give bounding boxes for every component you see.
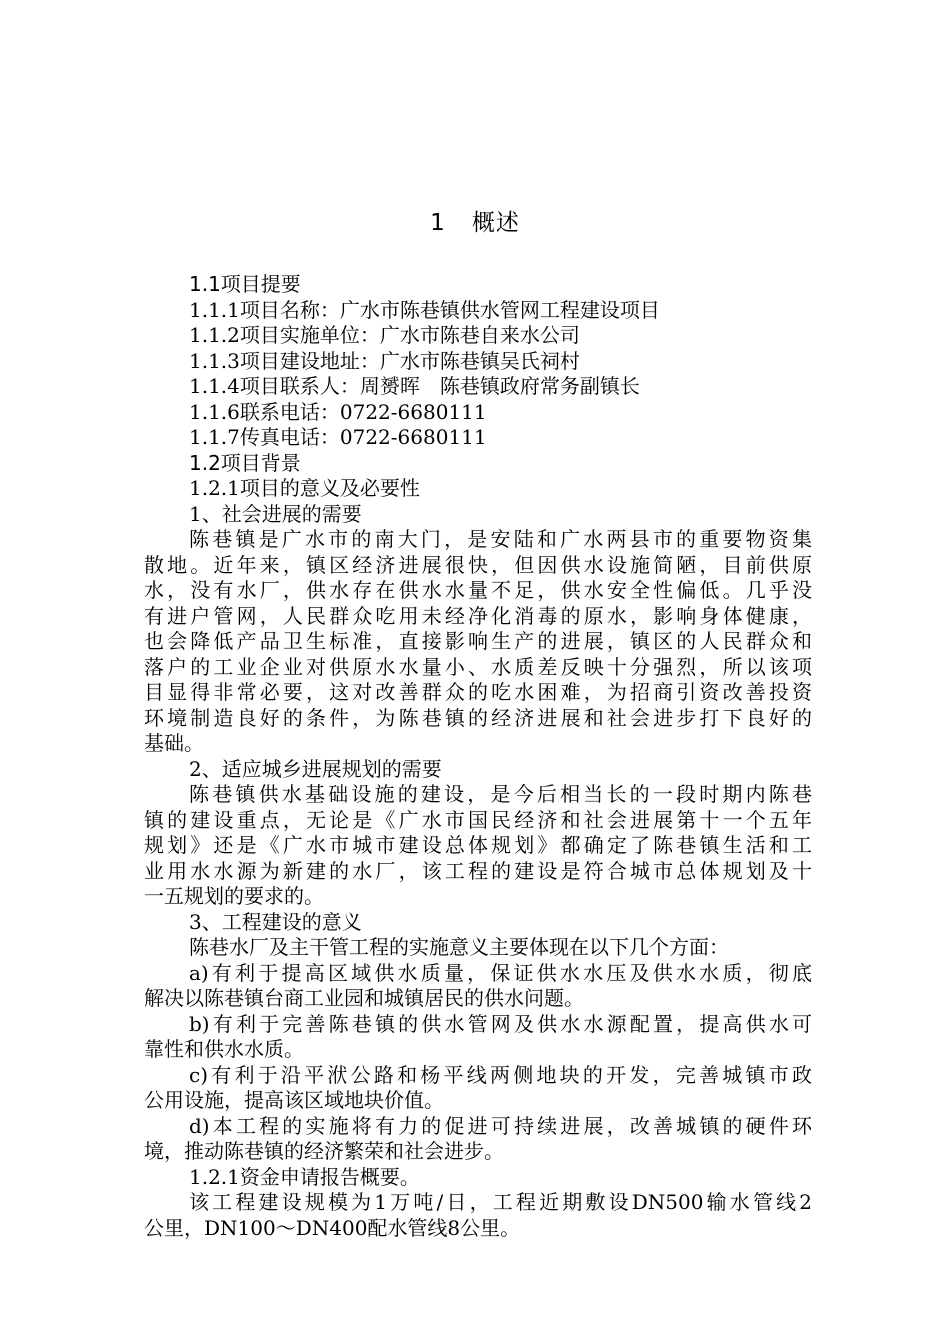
text-line: 一五规划的要求的。 xyxy=(144,884,324,908)
text-line: 规划》还是《广水市城市建设总体规划》都确定了陈巷镇生活和工 xyxy=(144,833,812,857)
text-line: 该工程建设规模为1万吨/日，工程近期敷设DN500输水管线2 xyxy=(189,1190,812,1214)
text-line: 1.2.1项目的意义及必要性 xyxy=(189,476,420,500)
text-line: 水，没有水厂，供水存在供水水量不足，供水安全性偏低。几乎没 xyxy=(144,578,812,602)
text-line: 解决以陈巷镇台商工业园和城镇居民的供水问题。 xyxy=(144,986,584,1010)
text-line: 陈巷镇是广水市的南大门，是安陆和广水两县市的重要物资集 xyxy=(189,527,812,551)
text-line: 1.2.1资金申请报告概要。 xyxy=(189,1164,420,1189)
text-line: 基础。 xyxy=(144,731,204,755)
chapter-number: 1 xyxy=(430,210,446,236)
body-text xyxy=(144,272,812,1241)
text-line: 3、工程建设的意义 xyxy=(189,909,362,934)
text-line: c)有利于沿平洑公路和杨平线两侧地块的开发，完善城镇市政 xyxy=(189,1062,812,1087)
text-line: b)有利于完善陈巷镇的供水管网及供水水源配置，提高供水可 xyxy=(189,1011,812,1036)
text-line: 镇的建设重点，无论是《广水市国民经济和社会进展第十一个五年 xyxy=(144,807,812,832)
text-line: d)本工程的实施将有力的促进可持续进展，改善城镇的硬件环 xyxy=(189,1113,812,1138)
text-line: 公里，DN100～DN400配水管线8公里。 xyxy=(144,1215,521,1240)
text-line: 2、适应城乡进展规划的需要 xyxy=(189,756,442,781)
text-line: 陈巷水厂及主干管工程的实施意义主要体现在以下几个方面： xyxy=(189,935,729,959)
chapter-heading: 概述 xyxy=(471,210,520,236)
text-line: 1.1.6联系电话：0722-6680111 xyxy=(189,399,487,424)
text-line: 1、社会进展的需要 xyxy=(189,501,362,526)
section-heading: 1.2项目背景 xyxy=(189,450,301,475)
text-line: 1.1.3项目建设地址：广水市陈巷镇吴氏祠村 xyxy=(189,348,580,373)
text-line: 也会降低产品卫生标准，直接影响生产的进展，镇区的人民群众和 xyxy=(144,629,812,653)
text-line: 公用设施，提高该区域地块价值。 xyxy=(144,1088,444,1112)
text-line: 有进户管网，人民群众吃用未经净化消毒的原水，影响身体健康， xyxy=(144,603,812,628)
text-line: 1.1.1项目名称：广水市陈巷镇供水管网工程建设项目 xyxy=(189,297,660,322)
text-line: 落户的工业企业对供原水水量小、水质差反映十分强烈，所以该项 xyxy=(144,654,812,679)
chapter-title xyxy=(0,206,950,240)
text-line: 1.1.2项目实施单位：广水市陈巷自来水公司 xyxy=(189,323,580,347)
text-line: 1.1.7传真电话：0722-6680111 xyxy=(189,425,487,449)
text-line: 靠性和供水水质。 xyxy=(144,1037,304,1061)
text-line: 陈巷镇供水基础设施的建设，是今后相当长的一段时期内陈巷 xyxy=(189,782,812,806)
text-line: a)有利于提高区域供水质量，保证供水水压及供水水质，彻底 xyxy=(189,960,812,985)
text-line: 业用水水源为新建的水厂，该工程的建设是符合城市总体规划及十 xyxy=(144,858,812,883)
section-heading: 1.1项目提要 xyxy=(189,272,301,296)
text-line: 环境制造良好的条件，为陈巷镇的经济进展和社会进步打下良好的 xyxy=(144,705,812,730)
text-line: 1.1.4项目联系人：周赟晖 陈巷镇政府常务副镇长 xyxy=(189,374,640,398)
text-line: 散地。近年来，镇区经济进展很快，但因供水设施简陋，目前供原 xyxy=(144,552,812,577)
text-line: 境，推动陈巷镇的经济繁荣和社会进步。 xyxy=(144,1139,504,1163)
text-line: 目显得非常必要，这对改善群众的吃水困难，为招商引资改善投资 xyxy=(144,680,812,704)
